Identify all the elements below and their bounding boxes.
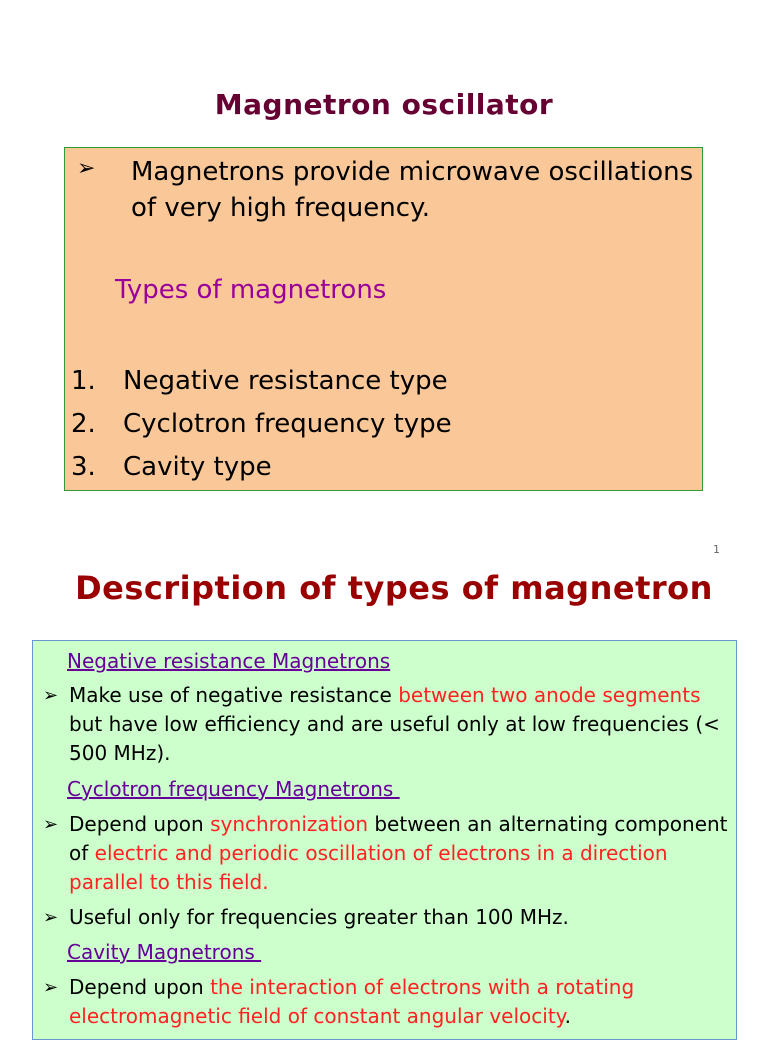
types-heading: Types of magnetrons [115, 275, 387, 305]
intro-box [64, 147, 703, 491]
arrow-bullet-icon: ➢ [77, 156, 96, 181]
slide1-title: Magnetron oscillator [214, 88, 554, 121]
section-heading-cavity: Cavity Magnetrons [67, 940, 262, 964]
slide2-title: Description of types of magnetron [75, 569, 713, 607]
list-text: Negative resistance type [123, 366, 448, 396]
page-number: 1 [713, 543, 720, 556]
list-text: Cyclotron frequency type [123, 409, 452, 439]
arrow-bullet-icon: ➢ [43, 907, 59, 928]
arrow-bullet-icon: ➢ [43, 977, 59, 998]
section-heading-cyclotron: Cyclotron frequency Magnetrons [67, 777, 400, 801]
arrow-bullet-icon: ➢ [43, 685, 59, 706]
list-number: 2. [71, 409, 96, 439]
list-number: 3. [71, 452, 96, 482]
list-number: 1. [71, 366, 96, 396]
bullet-text: Depend upon the interaction of electrons with a rotating electromagnetic field of constant angular velocity. [69, 975, 635, 1028]
list-text: Cavity type [123, 452, 272, 482]
bullet-text: Depend upon synchronization between an alternating component of electric and periodic oscillation of electrons in a direction parallel to this field. [69, 812, 728, 894]
arrow-bullet-icon: ➢ [43, 814, 59, 835]
intro-text: Magnetrons provide microwave oscillations of very high frequency. [131, 157, 694, 223]
description-box [32, 640, 737, 1040]
bullet-text: Useful only for frequencies greater than 100 MHz. [69, 905, 569, 929]
section-heading-negative-resistance: Negative resistance Magnetrons [67, 649, 391, 673]
bullet-text: Make use of negative resistance between two anode segments but have low efficiency and are useful only at low frequencies (< 500 MHz). [69, 683, 720, 765]
